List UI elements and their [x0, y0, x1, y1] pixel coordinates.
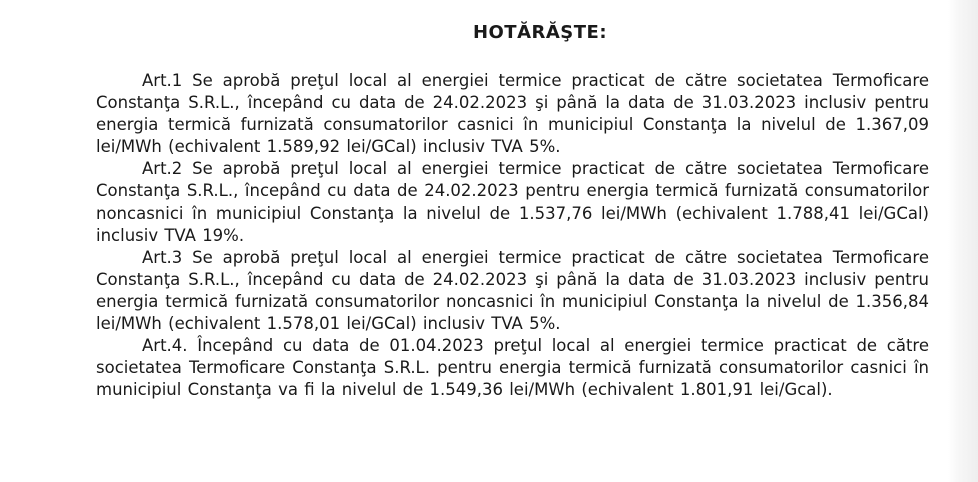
article-3: Art.3 Se aprobă preţul local al energiei termice practicat de către societatea Termoficare Constanţa S.R.L., începând cu data de 24.02.2023 şi până la data de 31.03.2023 inclusiv pentru energia termică furnizată consumatorilor noncasnici în municipiul Constanţa la nivelul de 1.356,84 lei/MWh (echivalent 1.578,01 lei/GCal) inclusiv TVA 5%. [96, 247, 929, 334]
article-4: Art.4. Începând cu data de 01.04.2023 preţul local al energiei termice practicat de către societatea Termoficare Constanţa S.R.L. pentru energia termică furnizată consumatorilor casnici în municipiul Constanţa va fi la nivelul de 1.549,36 lei/MWh (echivalent 1.801,91 lei/Gcal). [96, 336, 929, 400]
decision-heading: HOTĂRĂŞTE: [472, 22, 608, 43]
article-2: Art.2 Se aprobă preţul local al energiei termice practicat de către societatea Termoficare Constanţa S.R.L., începând cu data de 24.02.2023 pentru energia termică furnizată consumatorilor noncasnici în municipiul Constanţa la nivelul de 1.537,76 lei/MWh (echivalent 1.788,41 lei/GCal) inclusiv TVA 19%. [96, 159, 929, 245]
page-edge-shadow [948, 0, 978, 482]
articles-body [96, 70, 929, 401]
article-1: Art.1 Se aprobă preţul local al energiei termice practicat de către societatea Termoficare Constanţa S.R.L., începând cu data de 24.02.2023 şi până la data de 31.03.2023 inclusiv pentru energia termică furnizată consumatorilor casnici în municipiul Constanţa la nivelul de 1.367,09 lei/MWh (echivalent 1.589,92 lei/GCal) inclusiv TVA 5%. [96, 71, 929, 157]
